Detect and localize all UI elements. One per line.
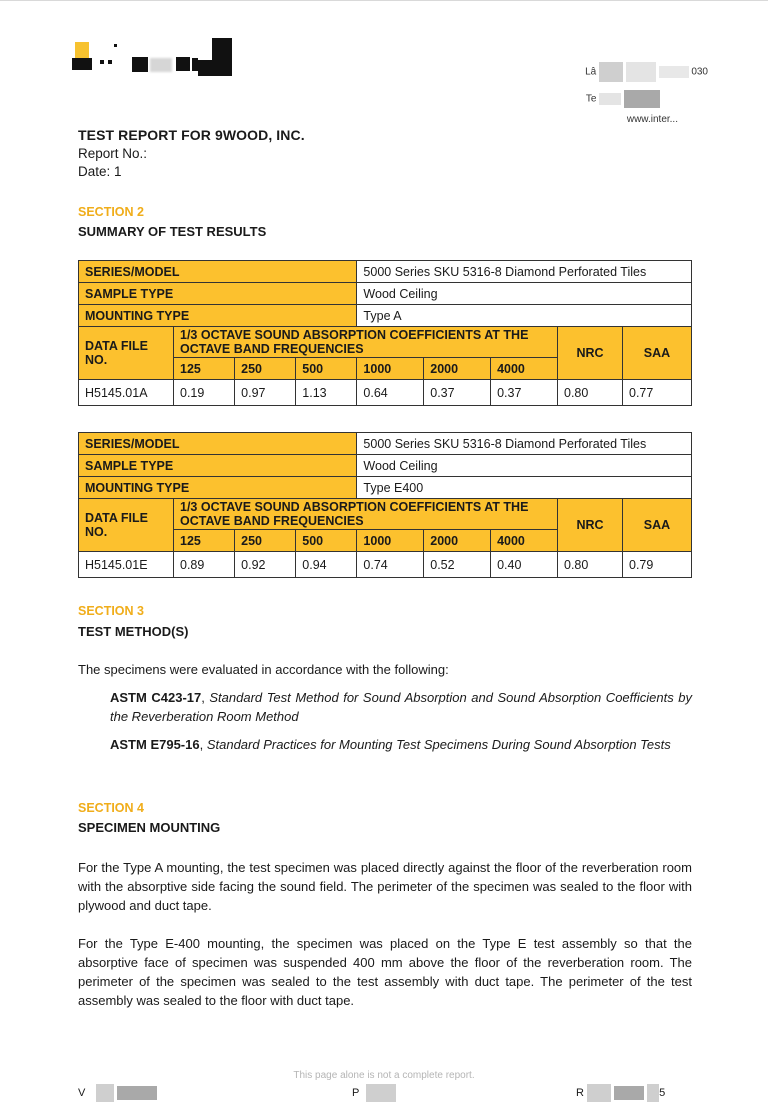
value-1000: 0.74 — [357, 552, 424, 578]
report-date: Date: 1 — [78, 164, 122, 179]
nrc-label: NRC — [558, 499, 623, 552]
freq-125: 125 — [174, 530, 235, 552]
freq-1000: 1000 — [357, 358, 424, 380]
section-3-title: TEST METHOD(S) — [78, 624, 189, 639]
freq-500: 500 — [296, 358, 357, 380]
mounting-type-label: MOUNTING TYPE — [79, 477, 357, 499]
value-2000: 0.52 — [424, 552, 491, 578]
report-header — [78, 127, 305, 179]
mounting-type-value: Type A — [357, 305, 692, 327]
nrc-value: 0.80 — [558, 380, 623, 406]
series-label: SERIES/MODEL — [79, 433, 357, 455]
method-code: ASTM E795-16 — [110, 737, 200, 752]
section-4-label: SECTION 4 — [78, 801, 144, 815]
address-line-2: Te — [586, 90, 660, 108]
page-footer — [0, 1068, 768, 1108]
section-2-label: SECTION 2 — [78, 205, 144, 219]
footer-page: P — [352, 1084, 396, 1102]
nrc-label: NRC — [558, 327, 623, 380]
freq-2000: 2000 — [424, 530, 491, 552]
series-value: 5000 Series SKU 5316-8 Diamond Perforated Tiles — [357, 261, 692, 283]
data-file-label: DATA FILE NO. — [79, 499, 174, 552]
freq-250: 250 — [235, 530, 296, 552]
value-250: 0.92 — [235, 552, 296, 578]
freq-1000: 1000 — [357, 530, 424, 552]
footer-notice: This page alone is not a complete report. — [293, 1070, 475, 1081]
coefficients-header: 1/3 OCTAVE SOUND ABSORPTION COEFFICIENTS AT THE OCTAVE BAND FREQUENCIES — [174, 499, 558, 530]
method-reference-e795: ASTM E795-16, Standard Practices for Mounting Test Specimens During Sound Absorption Tests — [110, 737, 671, 752]
results-table-type-a — [78, 260, 692, 406]
section-4-title: SPECIMEN MOUNTING — [78, 820, 221, 835]
sample-type-value: Wood Ceiling — [357, 455, 692, 477]
saa-label: SAA — [623, 327, 692, 380]
footer-left: V — [78, 1084, 157, 1102]
freq-4000: 4000 — [491, 530, 558, 552]
footer-right: R 5 — [576, 1084, 665, 1102]
section-3-label: SECTION 3 — [78, 604, 144, 618]
data-file-number: H5145.01E — [79, 552, 174, 578]
value-1000: 0.64 — [357, 380, 424, 406]
value-125: 0.89 — [174, 552, 235, 578]
company-logo — [72, 36, 242, 80]
freq-4000: 4000 — [491, 358, 558, 380]
method-title: Standard Practices for Mounting Test Specimens During Sound Absorption Tests — [206, 737, 671, 752]
value-250: 0.97 — [235, 380, 296, 406]
method-code: ASTM C423-17 — [110, 690, 202, 705]
mounting-paragraph-type-a: For the Type A mounting, the test specimen was placed directly against the floor of the reverberation room with the absorptive side facing the sound field. The perimeter of the specimen was sealed to the floor with plywood and duct tape. — [78, 860, 692, 913]
saa-label: SAA — [623, 499, 692, 552]
mounting-type-value: Type E400 — [357, 477, 692, 499]
mounting-type-label: MOUNTING TYPE — [79, 305, 357, 327]
value-4000: 0.37 — [491, 380, 558, 406]
sample-type-label: SAMPLE TYPE — [79, 283, 357, 305]
series-label: SERIES/MODEL — [79, 261, 357, 283]
sample-type-value: Wood Ceiling — [357, 283, 692, 305]
report-title: TEST REPORT FOR 9WOOD, INC. — [78, 127, 305, 143]
value-125: 0.19 — [174, 380, 235, 406]
mounting-paragraph-type-e400: For the Type E-400 mounting, the specimen was placed on the Type E test assembly so that the absorptive face of specimen was suspended 400 mm above the floor of the reverberation room. The perimeter of the specimen was sealed to the test assembly with duct tape. The perimeter of the test assembly was sealed to the floor with duct tape. — [78, 936, 692, 1008]
freq-250: 250 — [235, 358, 296, 380]
section-2-title: SUMMARY OF TEST RESULTS — [78, 224, 267, 239]
saa-value: 0.77 — [623, 380, 692, 406]
address-block — [548, 48, 708, 128]
results-table-type-e400 — [78, 432, 692, 578]
value-500: 1.13 — [296, 380, 357, 406]
report-number: Report No.: — [78, 146, 148, 161]
methods-intro: The specimens were evaluated in accordance with the following: — [78, 662, 449, 677]
address-line-3: www.inter... — [626, 114, 678, 125]
nrc-value: 0.80 — [558, 552, 623, 578]
sample-type-label: SAMPLE TYPE — [79, 455, 357, 477]
coefficients-header: 1/3 OCTAVE SOUND ABSORPTION COEFFICIENTS AT THE OCTAVE BAND FREQUENCIES — [174, 327, 558, 358]
saa-value: 0.79 — [623, 552, 692, 578]
value-2000: 0.37 — [424, 380, 491, 406]
value-4000: 0.40 — [491, 552, 558, 578]
method-reference-c423: ASTM C423-17, Standard Test Method for Sound Absorption and Sound Absorption Coefficients by the Reverberation Room Method — [110, 690, 692, 724]
freq-500: 500 — [296, 530, 357, 552]
series-value: 5000 Series SKU 5316-8 Diamond Perforated Tiles — [357, 433, 692, 455]
data-file-number: H5145.01A — [79, 380, 174, 406]
freq-125: 125 — [174, 358, 235, 380]
freq-2000: 2000 — [424, 358, 491, 380]
method-title: Standard Test Method for Sound Absorption and Sound Absorption Coefficients by the Reverberation Room Method — [110, 690, 692, 724]
data-file-label: DATA FILE NO. — [79, 327, 174, 380]
page-top-border — [0, 0, 768, 1]
value-500: 0.94 — [296, 552, 357, 578]
address-line-1: Lâ 030 — [585, 62, 708, 82]
